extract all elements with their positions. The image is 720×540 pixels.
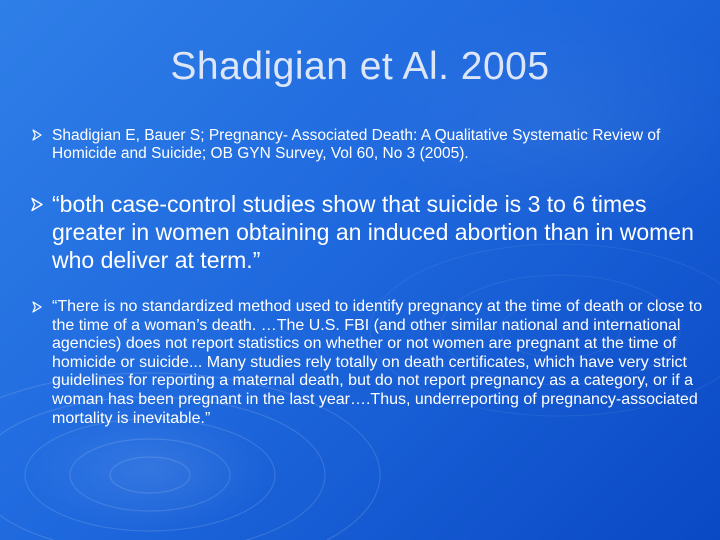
slide-title: Shadigian et Al. 2005 bbox=[170, 45, 550, 88]
arrowhead-bullet-icon bbox=[30, 197, 44, 212]
bullet-text: “There is no standardized method used to identify pregnancy at the time of death or close to the time of a woman’s death. …The U.S. FBI (and other similar national and international agencies) does not report statistics on whether or not women are pregnant at the time of homicide or suicide... Many studies rely totally on death certificates, which have very strict guidelines for reporting a maternal death, but do not report pregnancy as a category, or if a woman has been pregnant in the last year….Thus, underreporting of pregnancy-associated mortality is inevitable.” bbox=[52, 298, 703, 427]
bullet-text: “both case-control studies show that suicide is 3 to 6 times greater in women obtaining an induced abortion than in women who deliver at term.” bbox=[52, 191, 694, 273]
arrowhead-bullet-icon bbox=[30, 129, 44, 141]
bullet-text: Shadigian E, Bauer S; Pregnancy- Associated Death: A Qualitative Systematic Review of Homicide and Suicide; OB GYN Survey, Vol 60, No 3 (2005). bbox=[52, 127, 661, 162]
arrowhead-bullet-icon bbox=[30, 301, 44, 313]
